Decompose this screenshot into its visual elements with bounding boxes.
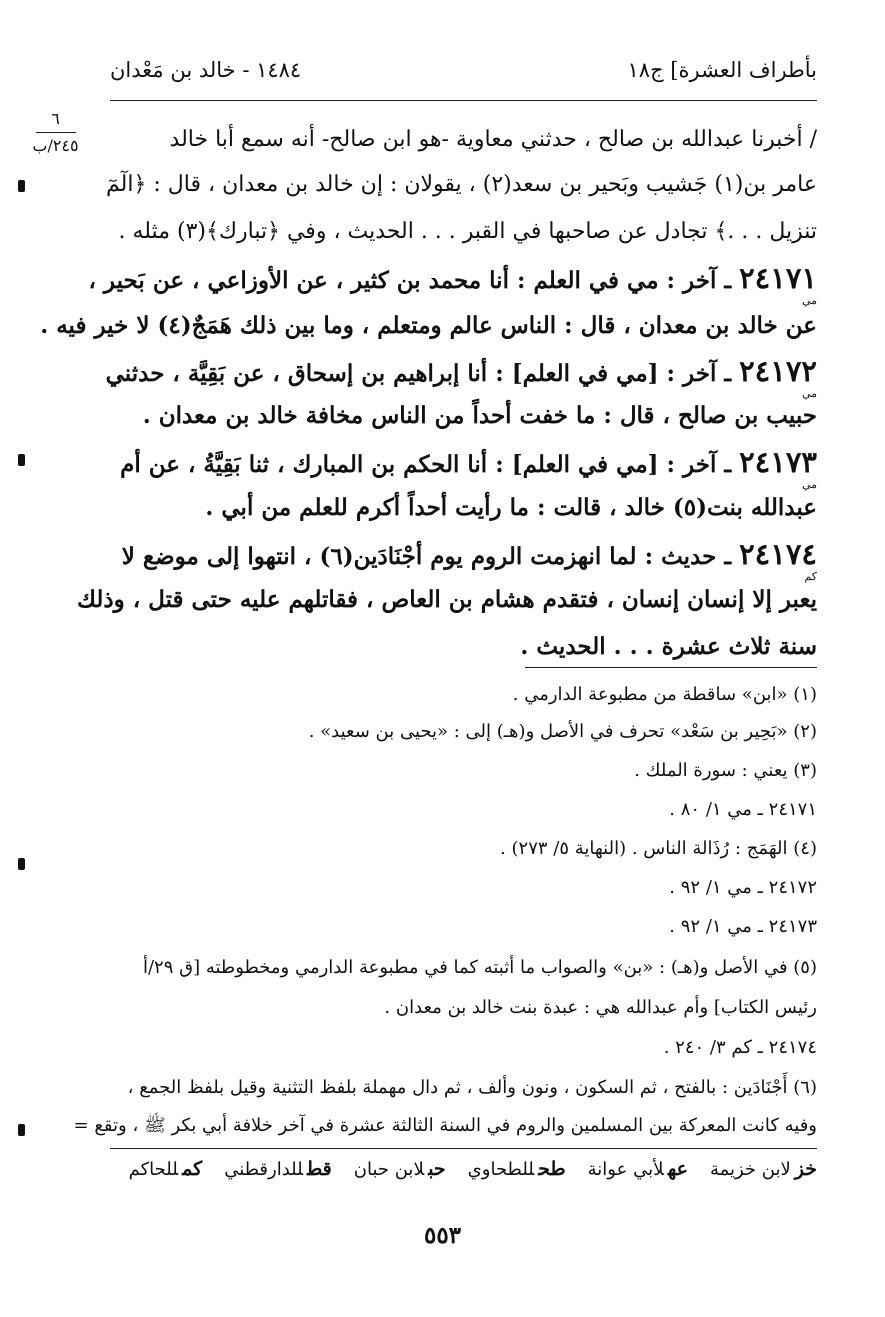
abbreviation-item bbox=[129, 1158, 203, 1180]
page-number: ٥٥٣ bbox=[423, 1222, 462, 1249]
margin-mark bbox=[18, 180, 25, 192]
line-text: ـ حديث : لما انهزمت الروم يوم أجْنَادَين(٦) ، انتهوا إلى موضع لا bbox=[121, 543, 740, 570]
header-rule bbox=[110, 100, 817, 101]
margin-mark bbox=[18, 1124, 25, 1136]
text-line bbox=[107, 627, 817, 671]
text-line bbox=[107, 396, 817, 440]
abbreviation-code: عه bbox=[667, 1158, 688, 1180]
margin-mark bbox=[18, 454, 25, 466]
running-header-title: ١٤٨٤ - خالد بن مَعْدان bbox=[110, 58, 302, 82]
footnote: (٦) أَجْنَادَين : بالفتح ، ثم السكون ، ونون وألف ، ثم دال مهملة بلفظ التثنية وقيل بلفظ الجمع ، bbox=[127, 1077, 817, 1098]
margin-note-reference: ٢٤٥/ب bbox=[32, 136, 79, 155]
line-text: ـ آخر : [مي في العلم] : أنا إبراهيم بن إسحاق ، عن بَقِيَّة ، حدثني bbox=[105, 360, 740, 387]
margin-note-number: ٦ bbox=[51, 109, 60, 128]
footnote: ٢٤١٧٣ ـ مي ١/ ٩٢ . bbox=[669, 916, 817, 937]
hadith-line bbox=[107, 351, 817, 395]
abbreviation-item bbox=[710, 1158, 817, 1180]
abbreviation-item bbox=[588, 1158, 688, 1180]
footnote: ٢٤١٧٤ ـ كم ٣/ ٢٤٠ . bbox=[663, 1037, 817, 1058]
line-text: عبدالله بنت(٥) خالد ، قالت : ما رأيت أحداً أكرم للعلم من أبي . bbox=[205, 494, 817, 521]
line-text: ـ آخر : [مي في العلم] : أنا الحكم بن المبارك ، ثنا بَقِيَّةُ ، عن أم bbox=[120, 451, 740, 478]
hadith-number: ٢٤١٧٤ bbox=[739, 537, 817, 571]
text-line bbox=[76, 580, 817, 624]
hadith-number: ٢٤١٧١ bbox=[739, 261, 817, 295]
hadith-line bbox=[88, 258, 817, 302]
abbreviation-item bbox=[468, 1158, 566, 1180]
text-line bbox=[107, 488, 817, 532]
abbreviation-code: خز bbox=[794, 1158, 817, 1180]
abbreviation-item bbox=[224, 1158, 332, 1180]
abbreviation-label: للطحاوي bbox=[467, 1159, 535, 1180]
hadith-line bbox=[107, 534, 817, 578]
line-text: عامر بن(١) جَشيب وبَحير بن سعد(٢) ، يقولان : إن خالد بن معدان ، قال : ﴿الٓمٓ bbox=[106, 172, 817, 197]
hadith-number: ٢٤١٧٣ bbox=[739, 445, 817, 479]
abbreviation-label: لابن خزيمة bbox=[709, 1159, 791, 1180]
footnote: (١) «ابن» ساقطة من مطبوعة الدارمي . bbox=[512, 684, 817, 705]
abbreviation-item bbox=[354, 1158, 446, 1180]
abbreviation-label: للحاكم bbox=[128, 1159, 179, 1180]
source-code: مي bbox=[801, 387, 817, 400]
footnote: (٢) «بَحِير بن سَعْد» تحرف في الأصل و(هـ) إلى : «يحيى بن سعيد» . bbox=[308, 721, 817, 742]
running-header-book: بأطراف العشرة] ج١٨ bbox=[627, 58, 817, 82]
abbreviations-rule bbox=[110, 1148, 817, 1149]
line-text: عن خالد بن معدان ، قال : الناس عالم ومتعلم ، وما بين ذلك هَمَجٌ(٤) لا خير فيه . bbox=[40, 312, 817, 339]
source-code: مي bbox=[801, 294, 817, 307]
text-line bbox=[40, 306, 817, 350]
footnote: ٢٤١٧٢ ـ مي ١/ ٩٢ . bbox=[669, 877, 817, 898]
text-line bbox=[107, 165, 817, 209]
line-text: حبيب بن صالح ، قال : ما خفت أحداً من الناس مخافة خالد بن معدان . bbox=[142, 402, 817, 429]
footnote-rule bbox=[525, 667, 817, 668]
line-text: / أخبرنا عبدالله بن صالح ، حدثني معاوية -هو ابن صالح- أنه سمع أبا خالد bbox=[169, 127, 817, 152]
abbreviation-label: للدارقطني bbox=[224, 1159, 304, 1180]
abbreviation-code: طح bbox=[538, 1158, 566, 1180]
abbreviation-code: حب bbox=[428, 1158, 446, 1180]
source-code: مي bbox=[801, 478, 817, 491]
line-text: يعبر إلا إنسان إنسان ، فتقدم هشام بن العاص ، فقاتلهم عليه حتى قتل ، وذلك bbox=[76, 586, 817, 613]
abbreviation-code: كم bbox=[182, 1158, 203, 1180]
margin-mark bbox=[18, 858, 25, 870]
footnote: (٥) في الأصل و(هـ) : «بن» والصواب ما أثبته كما في مطبوعة الدارمي ومخطوطته [ق ٢٩/أ bbox=[142, 957, 817, 978]
line-text: ـ آخر : مي في العلم : أنا محمد بن كثير ، عن الأوزاعي ، عن بَحير ، bbox=[88, 267, 740, 294]
hadith-number: ٢٤١٧٢ bbox=[739, 354, 817, 388]
footnote: (٣) يعني : سورة الملك . bbox=[634, 760, 817, 781]
text-line bbox=[107, 120, 817, 164]
footnote: وفيه كانت المعركة بين المسلمين والروم في السنة الثالثة عشرة في آخر خلافة أبي بكر ﷺ ، وتقع = bbox=[73, 1115, 817, 1136]
abbreviation-label: لأبي عوانة bbox=[587, 1159, 664, 1180]
hadith-line bbox=[107, 442, 817, 486]
footnote: (٤) الهَمَج : رُذَالة الناس . (النهاية ٥/ ٢٧٣) . bbox=[500, 838, 817, 859]
abbreviation-code: قط bbox=[307, 1158, 332, 1180]
abbreviations-bar bbox=[107, 1158, 817, 1180]
footnote: ٢٤١٧١ ـ مي ١/ ٨٠ . bbox=[669, 799, 817, 820]
footnote: رئيس الكتاب] وأم عبدالله هي : عبدة بنت خالد بن معدان . bbox=[384, 997, 817, 1018]
margin-note-rule bbox=[36, 132, 76, 133]
line-text: سنة ثلاث عشرة . . . الحديث . bbox=[520, 633, 817, 660]
abbreviation-label: لابن حبان bbox=[353, 1159, 425, 1180]
text-line bbox=[107, 212, 817, 256]
margin-note bbox=[28, 108, 83, 157]
line-text: تنزيل . . .﴾ تجادل عن صاحبها في القبر . . . الحديث ، وفي ﴿تبارك﴾(٣) مثله . bbox=[118, 219, 817, 244]
source-code: كم bbox=[804, 570, 817, 583]
